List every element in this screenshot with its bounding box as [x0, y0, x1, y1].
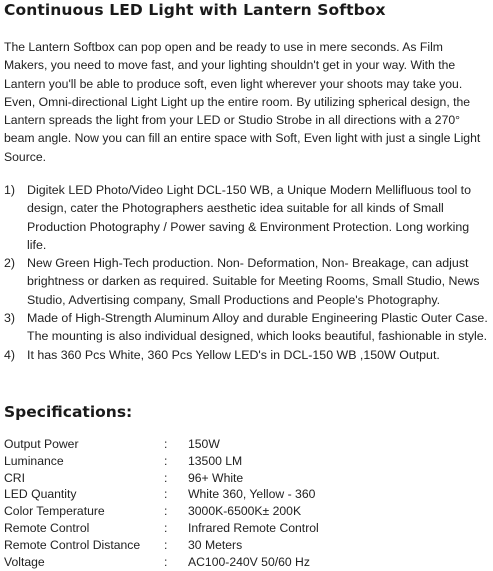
spec-value: Infrared Remote Control — [188, 520, 319, 535]
spec-separator: : — [164, 554, 168, 569]
spec-separator: : — [164, 537, 168, 552]
feature-text: Made of High-Strength Aluminum Alloy and durable Engineering Plastic Outer Case. The mounting is also individual designed, which looks beautiful, fashionable in style. — [27, 311, 488, 344]
spec-value: 96+ White — [188, 470, 244, 485]
feature-item — [4, 181, 489, 254]
spec-label: Voltage — [4, 554, 45, 569]
spec-separator: : — [164, 453, 168, 468]
spec-row — [4, 520, 489, 537]
feature-item — [4, 309, 489, 346]
spec-label: Remote Control — [4, 520, 90, 535]
specifications-table — [4, 436, 489, 570]
spec-separator: : — [164, 437, 168, 451]
intro-paragraph: The Lantern Softbox can pop open and be ready to use in mere seconds. As Film Makers, you need to move fast, and your lighting shouldn't get in your way. With the Lantern you'll be able to produce soft, even light wherever your shoots may take you. Even, Omni-directional Light Light up the entire room. By utilizing spherical design, the Lantern spreads the light from your LED or Studio Strobe in all directions with a 270° beam angle. Now you can fill an entire space with Soft, Even light with just a single Light Source. — [4, 40, 481, 164]
feature-list — [4, 181, 489, 364]
spec-label: Remote Control Distance — [4, 537, 141, 552]
feature-number: 1) — [4, 183, 16, 197]
spec-value: White 360, Yellow - 360 — [188, 487, 316, 502]
spec-value: AC100-240V 50/60 Hz — [188, 554, 310, 569]
spec-row — [4, 503, 489, 520]
spec-row — [4, 554, 489, 571]
spec-row — [4, 470, 489, 487]
feature-number: 4) — [4, 347, 16, 362]
spec-separator: : — [164, 504, 168, 519]
spec-value: 30 Meters — [188, 537, 243, 552]
feature-number: 2) — [4, 256, 16, 271]
specifications-heading: Specifications: — [4, 403, 133, 421]
spec-row — [4, 453, 489, 470]
page-title: Continuous LED Light with Lantern Softbox — [4, 1, 386, 19]
spec-label: Luminance — [4, 453, 64, 468]
feature-item — [4, 346, 489, 364]
spec-label: CRI — [4, 470, 25, 485]
spec-label: Output Power — [4, 437, 79, 451]
spec-label: LED Quantity — [4, 487, 77, 502]
spec-value: 3000K-6500K± 200K — [188, 504, 302, 519]
feature-text: Digitek LED Photo/Video Light DCL-150 WB, a Unique Modern Mellifluous tool to design, cater the Photographers aesthetic idea suitable for all kinds of Small Production Photography / Power saving & Environment Protection. Long working life. — [27, 183, 472, 252]
feature-text: New Green High-Tech production. Non- Deformation, Non- Breakage, can adjust brightness or darken as required. Suitable for Meeting Rooms, Small Studio, News Studio, Advertising company, Small Productions and People's Photography. — [27, 256, 480, 307]
feature-text: It has 360 Pcs White, 360 Pcs Yellow LED's in DCL-150 WB ,150W Output. — [27, 347, 440, 362]
spec-separator: : — [164, 520, 168, 535]
spec-row — [4, 436, 489, 453]
spec-label: Color Temperature — [4, 504, 105, 519]
spec-value: 13500 LM — [188, 453, 243, 468]
feature-item — [4, 254, 489, 309]
spec-row — [4, 486, 489, 503]
feature-number: 3) — [4, 311, 16, 326]
spec-row — [4, 537, 489, 554]
spec-value: 150W — [188, 437, 220, 451]
spec-separator: : — [164, 470, 168, 485]
spec-separator: : — [164, 487, 168, 502]
